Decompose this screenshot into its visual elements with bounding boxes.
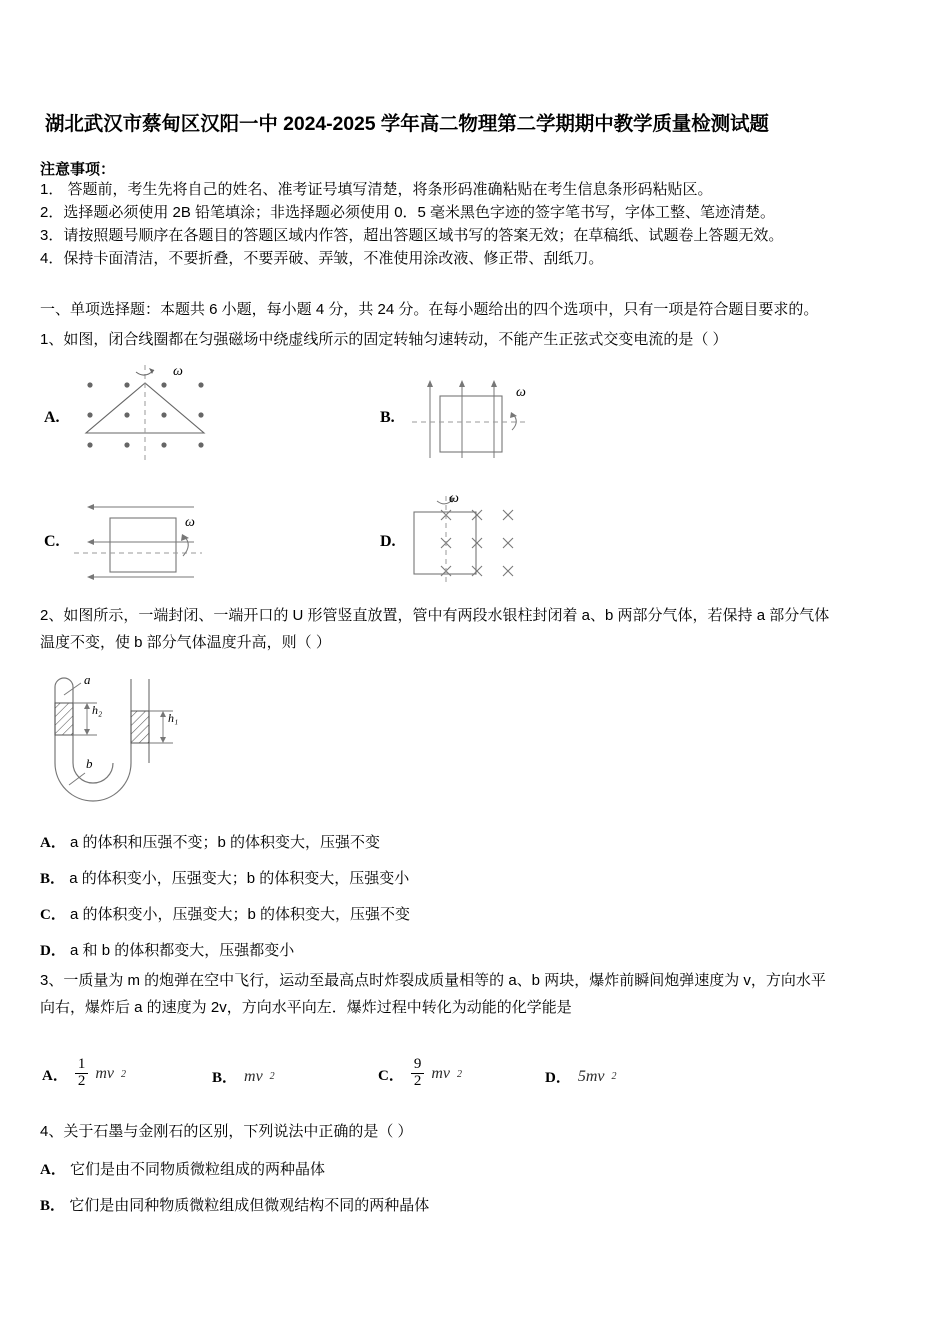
- q2-option-b-label: B．: [40, 871, 66, 887]
- q3-option-d-expression: 5mv: [577, 1067, 605, 1085]
- q4-option-a-label: A．: [40, 1162, 66, 1178]
- question-2-stem-line-2: 温度不变，使 b 部分气体温度升高，则（ ）: [40, 634, 331, 651]
- q2-utube-figure: [45, 667, 220, 815]
- q3-option-c-exponent: 2: [457, 1068, 462, 1080]
- q2-gas-a-label: a: [84, 672, 91, 687]
- page-title: 湖北武汉市蔡甸区汉阳一中 2024-2025 学年高二物理第二学期期中教学质量检测试题: [45, 113, 769, 135]
- q3-option-c[interactable]: [378, 1058, 462, 1091]
- question-2-stem-line-1: 2、如图所示，一端封闭、一端开口的 U 形管竖直放置，管中有两段水银柱封闭着 a、b 两部分气体，若保持 a 部分气体: [40, 607, 830, 624]
- q2-option-d-label: D．: [40, 943, 66, 959]
- q4-option-b-text: 它们是由同种物质微粒组成但微观结构不同的两种晶体: [69, 1197, 430, 1214]
- q1-option-b-omega-label: ω: [516, 385, 526, 400]
- q3-option-c-denominator: 2: [411, 1073, 425, 1090]
- q1-option-d-figure: [406, 490, 546, 582]
- q2-option-a-label: A．: [40, 835, 66, 851]
- q3-option-a-denominator: 2: [75, 1073, 89, 1090]
- q1-option-a-omega-label: ω: [173, 364, 183, 379]
- notice-item: 2．选择题必须使用 2B 铅笔填涂；非选择题必须使用 0．5 毫米黑色字迹的签字笔书写，字体工整、笔迹清楚。: [40, 204, 776, 221]
- question-2-stem: [40, 602, 925, 656]
- q3-option-a-numerator: 1: [77, 1056, 86, 1072]
- q2-gas-b-label: b: [86, 756, 93, 771]
- q2-option-d-text: a 和 b 的体积都变大，压强都变小: [70, 942, 295, 959]
- q3-option-d-label: D．: [545, 1070, 571, 1086]
- q3-option-b-expression: mv: [244, 1067, 263, 1085]
- notice-heading: 注意事项：: [40, 161, 116, 178]
- q3-option-a-exponent: 2: [121, 1068, 126, 1080]
- notice-item: 3．请按照题号顺序在各题目的答题区域内作答，超出答题区域书写的答案无效；在草稿纸、试题卷上答题无效。: [40, 227, 784, 244]
- q1-option-a-figure: [70, 363, 230, 463]
- question-3-stem-line-1: 3、一质量为 m 的炮弹在空中飞行，运动至最高点时炸裂成质量相等的 a、b 两块，爆炸前瞬间炮弹速度为 v，方向水平: [40, 972, 826, 989]
- question-3-stem-line-2: 向右，爆炸后 a 的速度为 2v，方向水平向左．爆炸过程中转化为动能的化学能是: [40, 999, 572, 1016]
- q4-option-b-label: B．: [40, 1198, 66, 1214]
- q2-option-b[interactable]: [40, 866, 409, 892]
- q2-option-c-text: a 的体积变小，压强变大；b 的体积变大，压强不变: [70, 906, 411, 923]
- question-4-stem: 4、关于石墨与金刚石的区别，下列说法中正确的是（ ）: [40, 1123, 413, 1140]
- q3-option-b[interactable]: [212, 1066, 275, 1087]
- q2-height-right-label: h₁: [168, 711, 179, 725]
- notice-item: 4．保持卡面清洁，不要折叠，不要弄破、弄皱，不准使用涂改液、修正带、刮纸刀。: [40, 250, 604, 267]
- q3-option-a[interactable]: [42, 1058, 126, 1091]
- q1-option-b-label[interactable]: B.: [380, 409, 395, 426]
- q1-option-c-omega-label: ω: [185, 515, 195, 530]
- notice-item: 1． 答题前，考生先将自己的姓名、准考证号填写清楚，将条形码准确粘贴在考生信息条形码粘贴区。: [40, 181, 713, 198]
- q3-option-c-fraction: [411, 1057, 425, 1090]
- q1-option-d-omega-label: ω: [449, 491, 459, 506]
- q3-option-a-expression: mv: [95, 1065, 114, 1083]
- q2-height-left-label: h₂: [92, 703, 103, 717]
- question-3-stem: [40, 967, 925, 1021]
- q4-option-a-text: 它们是由不同物质微粒组成的两种晶体: [70, 1161, 326, 1178]
- q3-option-b-label: B．: [212, 1070, 238, 1086]
- q2-option-a[interactable]: [40, 830, 380, 856]
- q1-option-a-label[interactable]: A.: [44, 409, 60, 426]
- q4-option-a[interactable]: [40, 1157, 325, 1183]
- q1-option-c-figure: [72, 495, 232, 585]
- q3-option-c-numerator: 9: [413, 1056, 422, 1072]
- q3-option-a-label: A．: [42, 1067, 68, 1084]
- q2-option-d[interactable]: [40, 938, 294, 964]
- q2-option-c[interactable]: [40, 902, 410, 928]
- q1-option-c-label[interactable]: C.: [44, 533, 60, 550]
- q3-option-c-label: C．: [378, 1067, 404, 1084]
- q3-option-c-expression: mv: [431, 1065, 450, 1083]
- q3-option-a-fraction: [75, 1057, 89, 1090]
- q3-option-d[interactable]: [545, 1066, 617, 1087]
- section-heading: 一、单项选择题：本题共 6 小题，每小题 4 分，共 24 分。在每小题给出的四个选项中，只有一项是符合题目要求的。: [40, 301, 819, 318]
- q4-option-b[interactable]: [40, 1193, 429, 1219]
- q2-option-a-text: a 的体积和压强不变；b 的体积变大，压强不变: [70, 834, 381, 851]
- q1-option-d-label[interactable]: D.: [380, 533, 396, 550]
- question-1-stem: 1、如图，闭合线圈都在匀强磁场中绕虚线所示的固定转轴匀速转动，不能产生正弦式交变电流的是（ ）: [40, 331, 728, 348]
- q2-option-c-label: C．: [40, 907, 66, 923]
- notice-list: [40, 178, 910, 270]
- q3-option-d-exponent: 2: [611, 1071, 617, 1082]
- q3-option-b-exponent: 2: [269, 1071, 275, 1082]
- q2-option-b-text: a 的体积变小，压强变大；b 的体积变大，压强变小: [69, 870, 410, 887]
